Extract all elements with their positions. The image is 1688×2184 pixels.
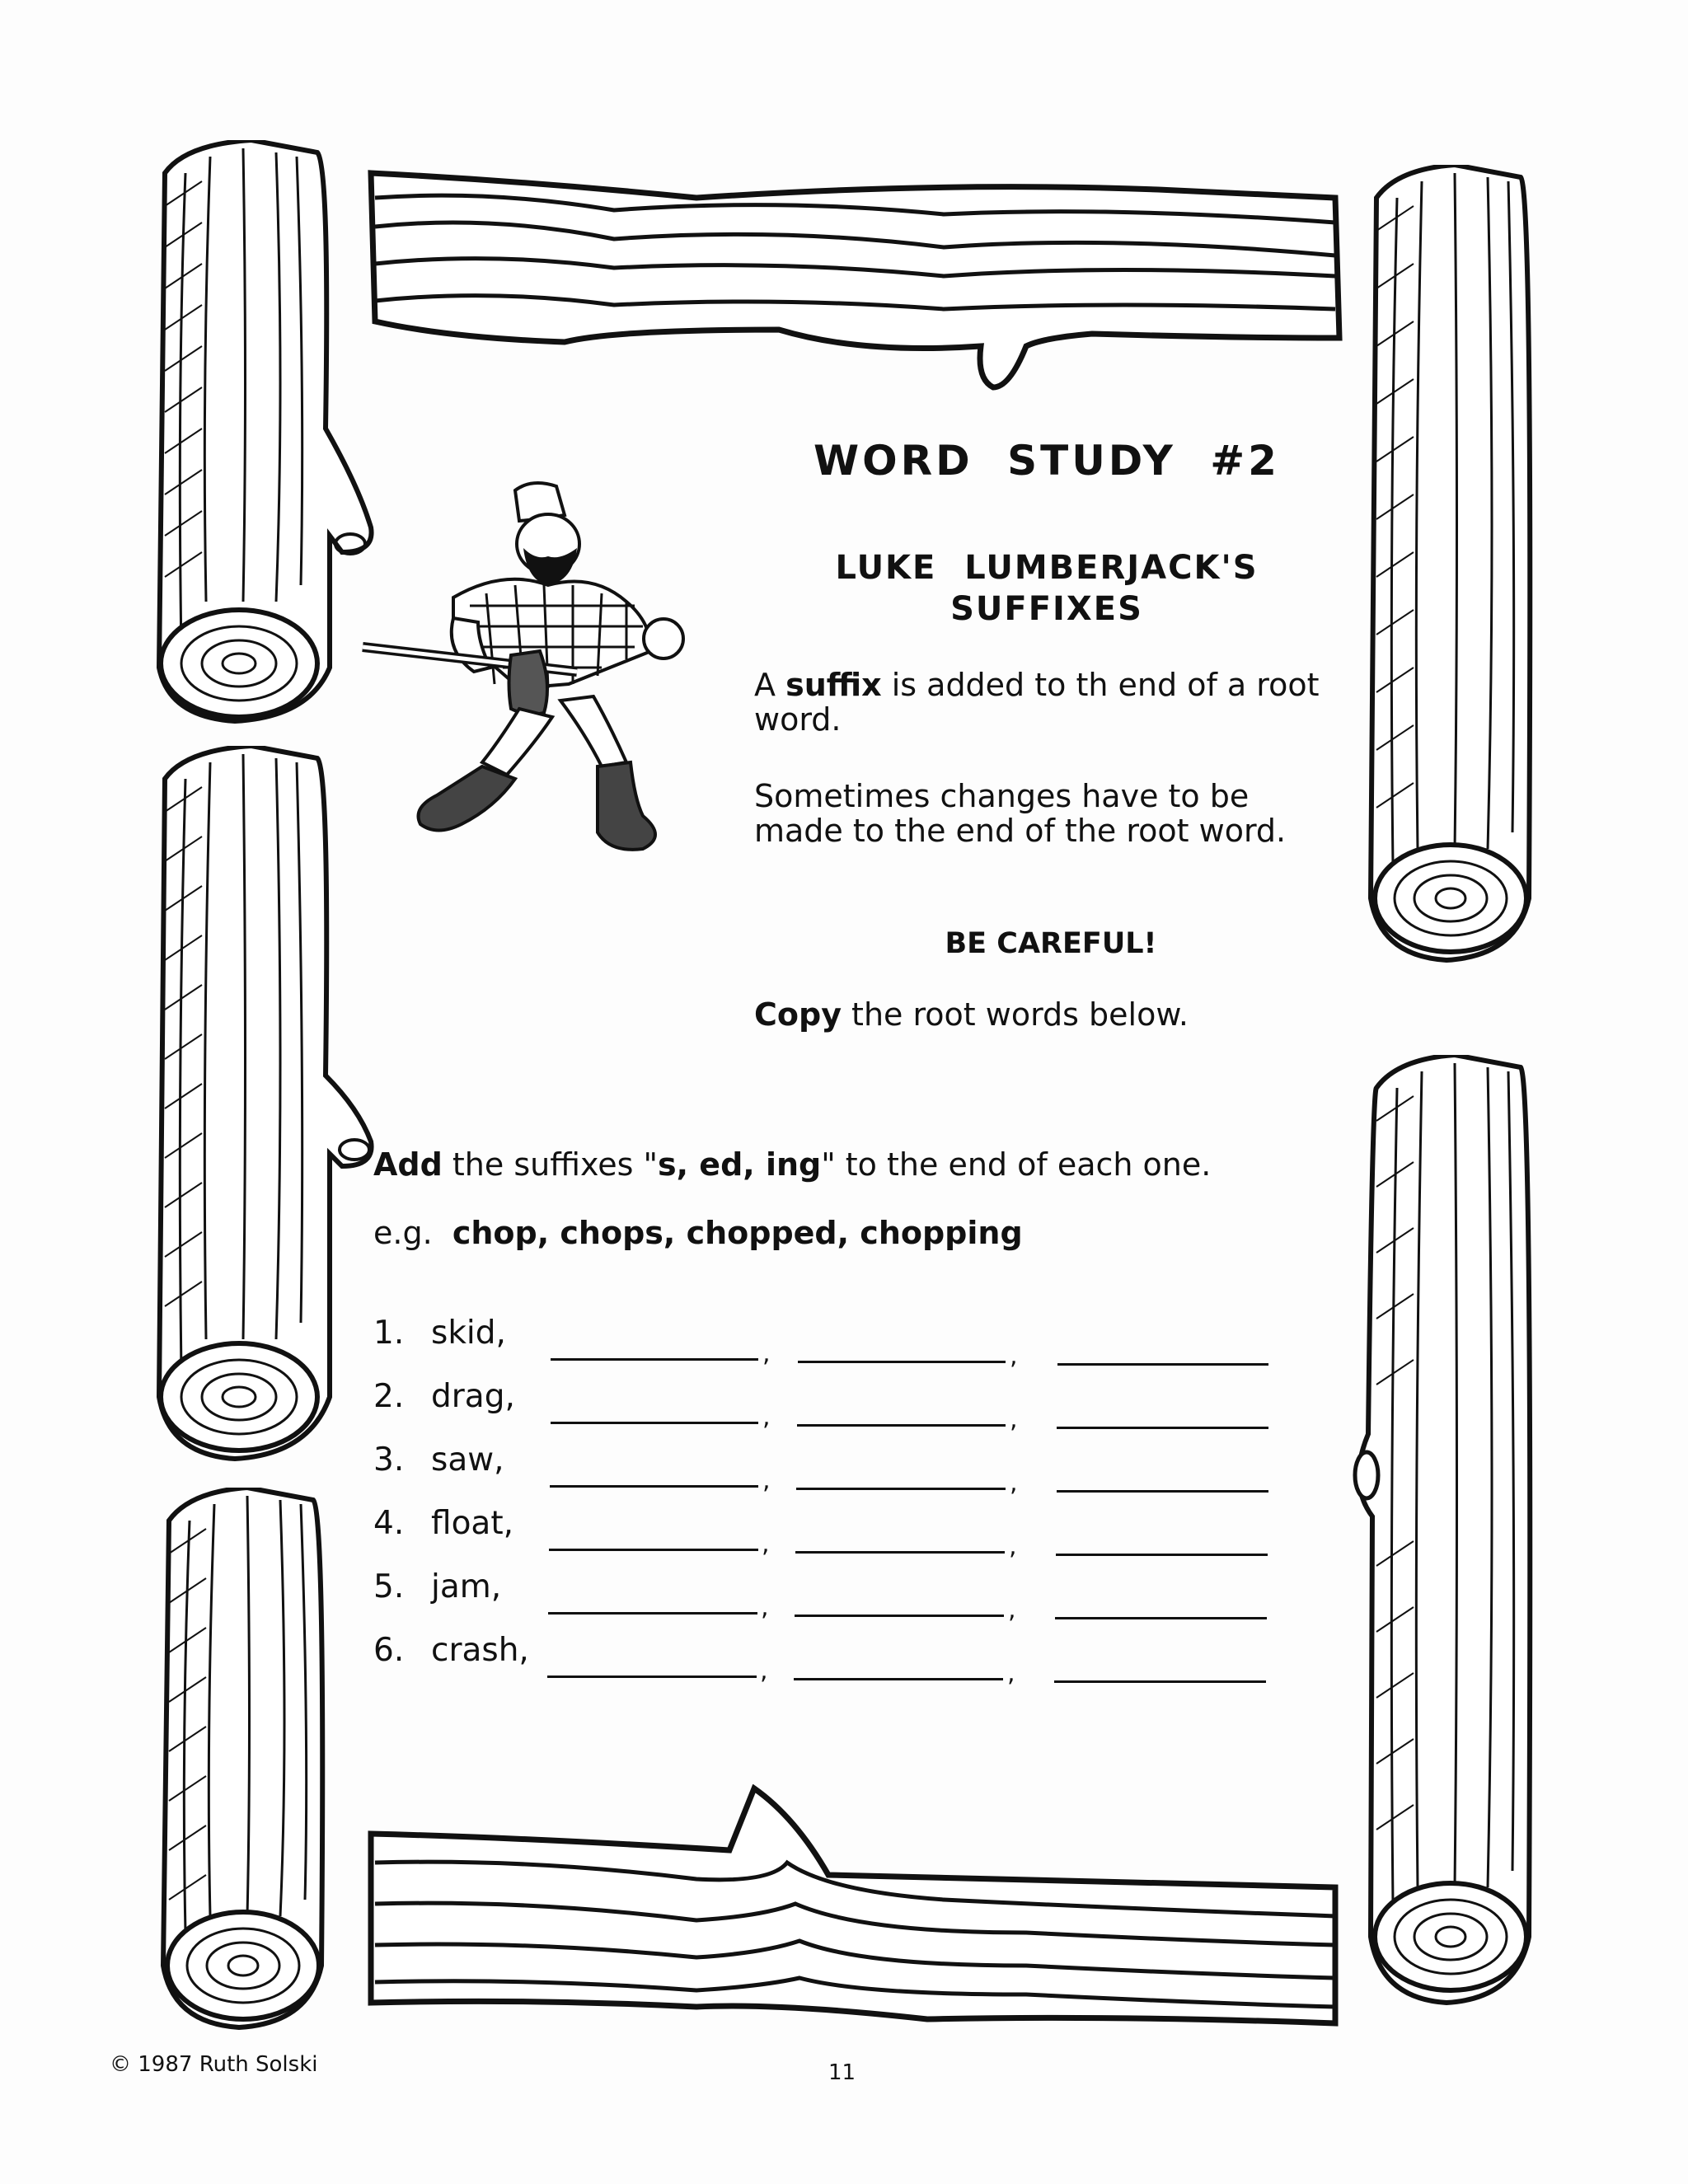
term-suffix: suffix [785,667,882,703]
page-number: 11 [828,2060,856,2085]
root-word: jam, [431,1568,502,1605]
intro-paragraph-suffix-definition: A suffix is added to th end of a root word. [754,667,1320,738]
answer-blank-2-ed[interactable] [797,1424,1006,1427]
root-word: crash, [431,1632,529,1669]
horizontal-log-icon [367,165,1343,404]
subtitle-line-1: LUKE LUMBERJACK'S [835,549,1259,587]
vertical-log-icon [1364,165,1545,972]
answer-blank-1-s[interactable] [551,1358,758,1361]
root-word: skid, [431,1315,506,1352]
answer-blank-3-ing[interactable] [1057,1490,1268,1493]
worksheet-page: WORD STUDY #2 LUKE LUMBERJACK'S SUFFIXES A suffix is added to th end of a root word. Sometimes changes have to be made to the end of the root word. BE CAREFUL! Copy the root words below. Add the suffixes "s, ed, ing" to the end of each one. e.g. chop, chops, chopped, chopping 1. skid, 2. drag, 3. saw, 4. float, 5. jam, 6. crash, , , , , , , , , , , , , © 1987 Ruth Solski 11 [0,0,1688,2184]
answer-blank-1-ed[interactable] [798,1361,1006,1363]
answer-blank-4-ed[interactable] [795,1551,1005,1554]
answer-blank-5-ed[interactable] [795,1615,1004,1617]
example-line: e.g. chop, chops, chopped, chopping [373,1215,1023,1251]
horizontal-log-icon [367,1784,1339,2036]
subtitle-line-2: SUFFIXES [950,590,1143,628]
exercise-row: 2. drag, [373,1366,596,1415]
vertical-log-icon [157,1488,338,2032]
vertical-log-icon [1343,1055,1545,2015]
answer-blank-4-ing[interactable] [1056,1554,1268,1556]
exercise-row: 1. skid, [373,1302,596,1352]
exercise-row: 6. crash, [373,1619,596,1669]
vertical-log-icon [152,746,383,1463]
root-word: float, [431,1505,514,1542]
page-title: WORD STUDY #2 [814,437,1280,485]
answer-blank-2-ing[interactable] [1057,1427,1268,1429]
answer-blank-5-s[interactable] [548,1612,757,1615]
copy-instruction: Copy the root words below. [754,996,1189,1033]
exercise-row: 3. saw, [373,1429,596,1479]
exercise-row: 4. float, [373,1493,596,1542]
vertical-log-icon [152,140,375,725]
answer-blank-2-s[interactable] [551,1422,758,1424]
intro-paragraph-changes: Sometimes changes have to be made to the end of the root word. [754,778,1287,849]
root-word: saw, [431,1441,504,1479]
answer-blank-6-s[interactable] [547,1675,757,1678]
root-word: drag, [431,1378,515,1415]
warning-text: BE CAREFUL! [945,927,1157,960]
answer-blank-3-s[interactable] [550,1485,758,1488]
exercise-row: 5. jam, [373,1556,596,1605]
answer-blank-1-ing[interactable] [1057,1363,1268,1366]
answer-blank-6-ed[interactable] [794,1678,1003,1680]
add-suffix-instruction: Add the suffixes "s, ed, ing" to the end of each one. [373,1146,1212,1183]
example-words: chop, chops, chopped, chopping [452,1215,1023,1251]
answer-blank-4-s[interactable] [549,1549,758,1551]
answer-blank-6-ing[interactable] [1054,1680,1266,1683]
suffix-list: s, ed, ing [658,1146,822,1183]
answer-blank-5-ing[interactable] [1055,1617,1267,1619]
lumberjack-illustration-icon [354,462,701,890]
answer-blank-3-ed[interactable] [796,1488,1006,1490]
copyright-notice: © 1987 Ruth Solski [110,2052,318,2077]
